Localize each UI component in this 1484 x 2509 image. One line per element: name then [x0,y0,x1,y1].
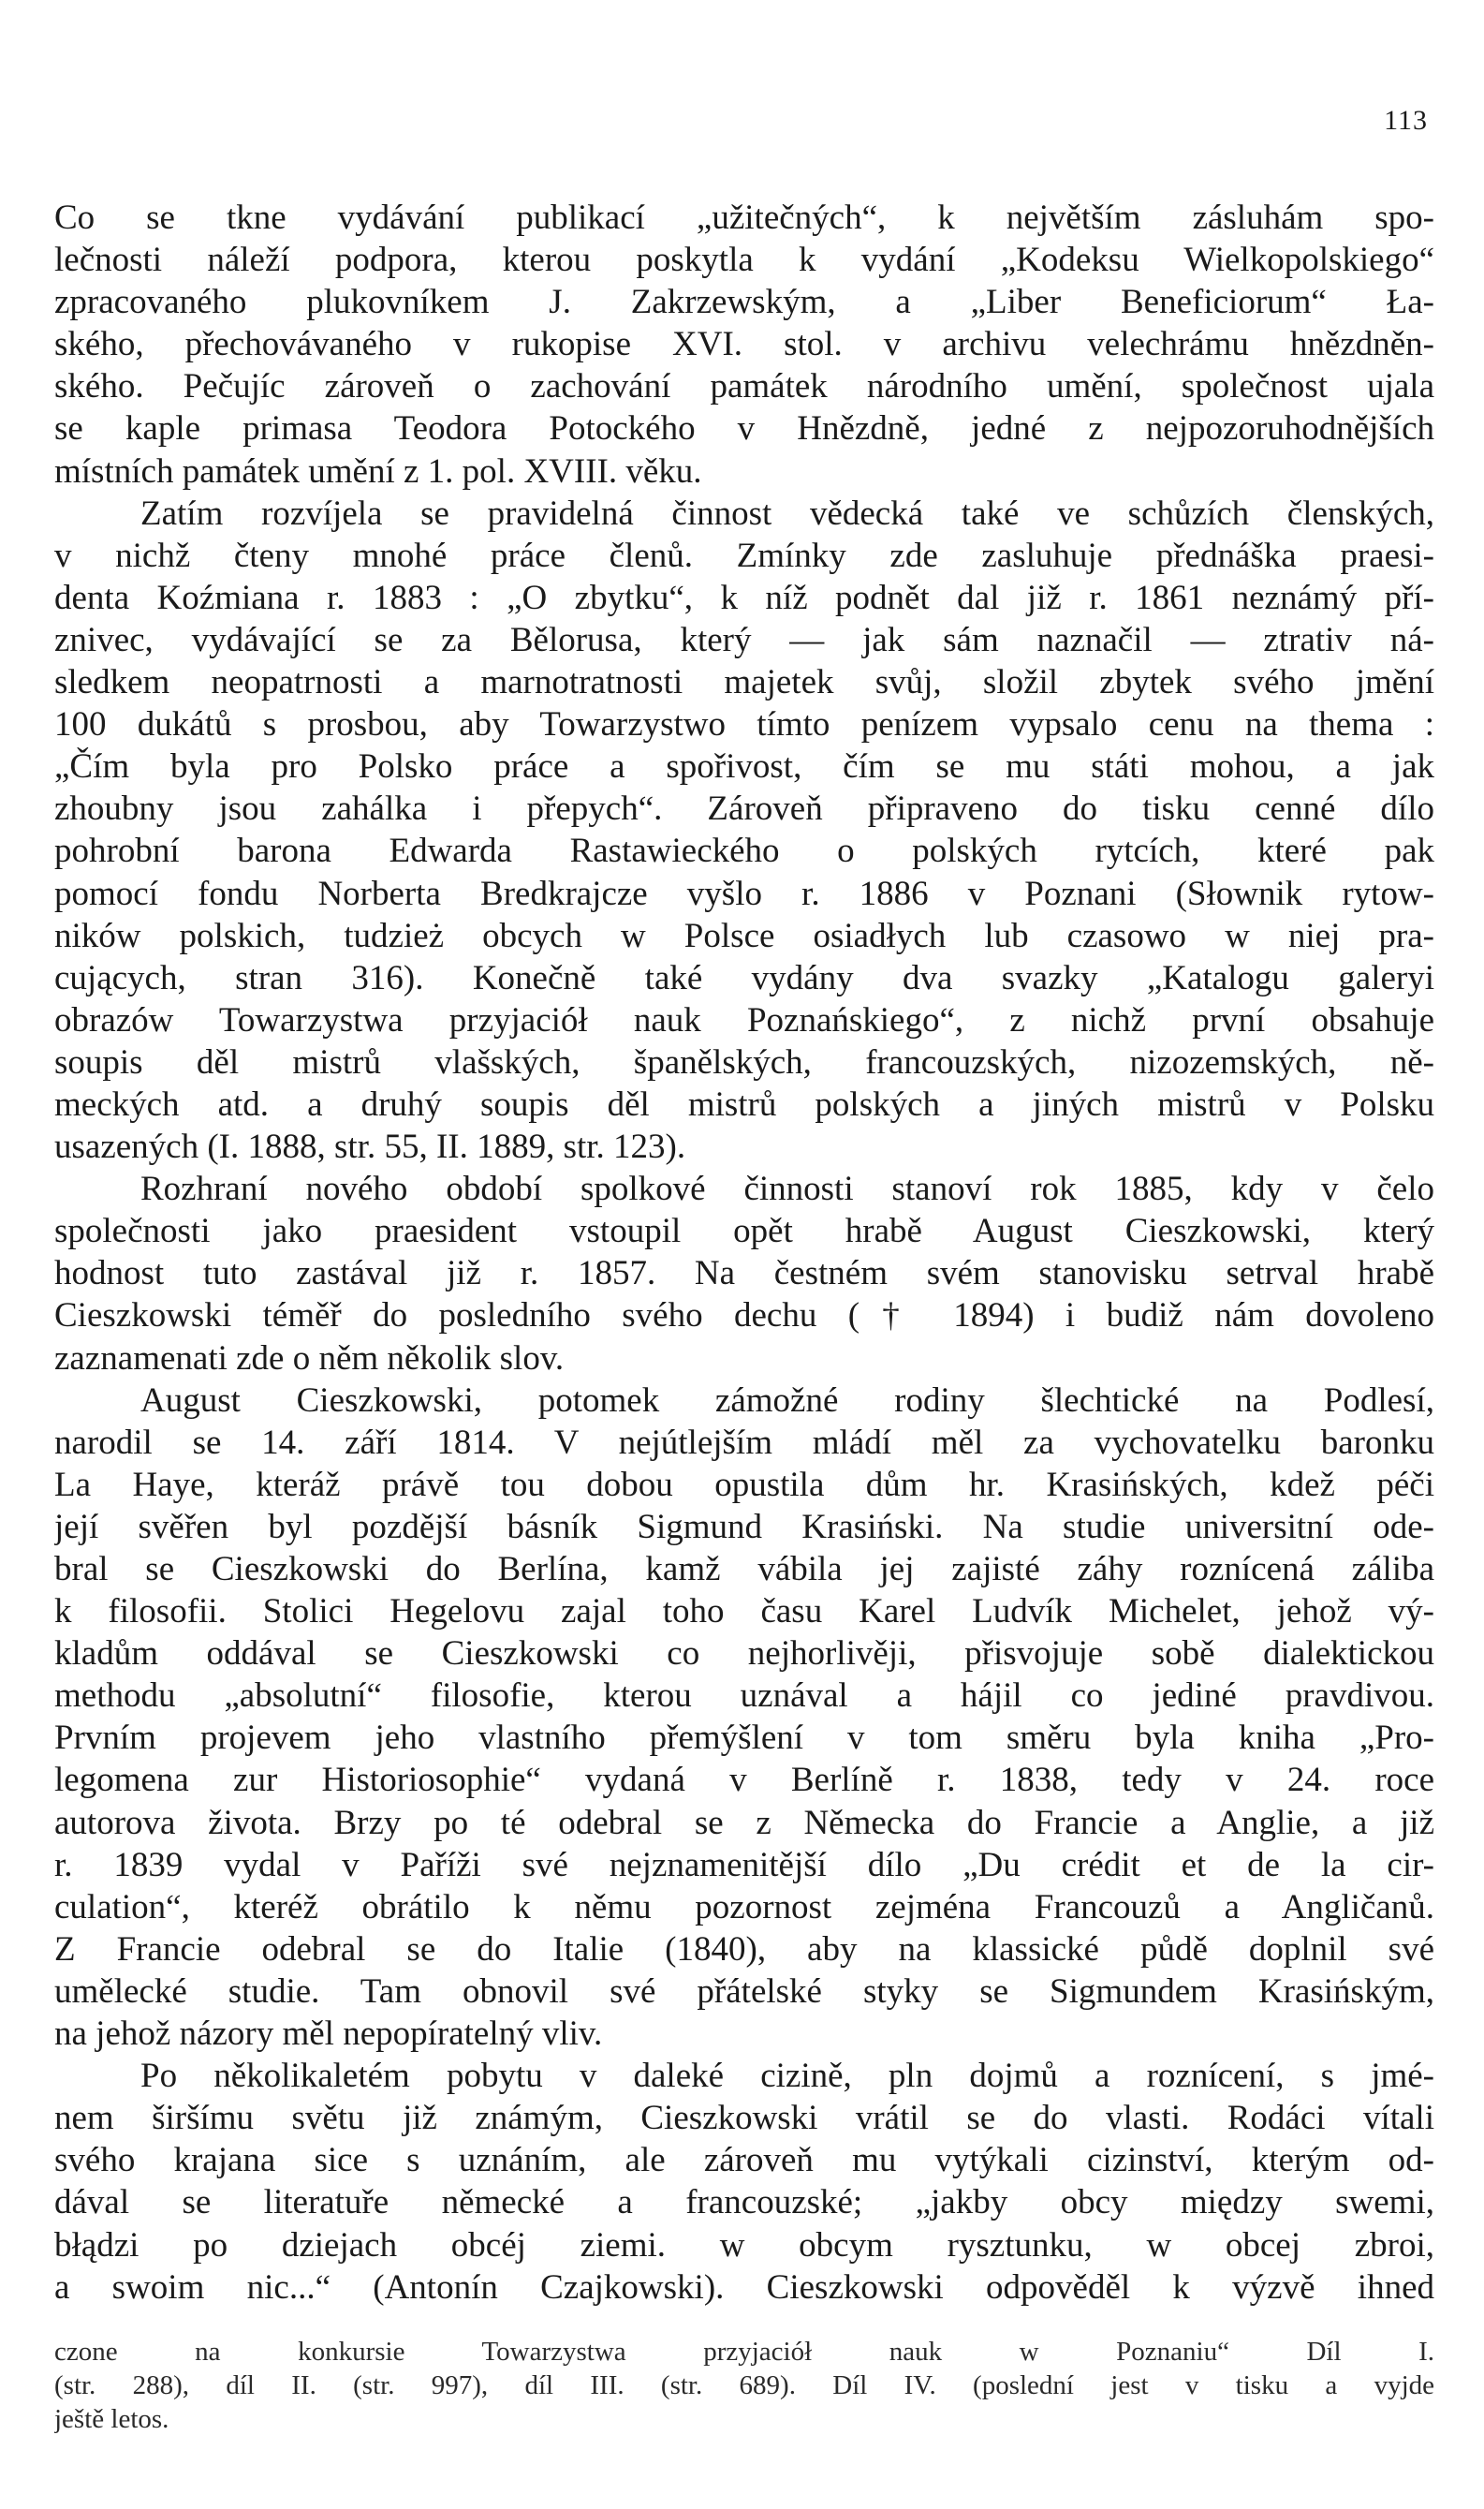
text-line: denta Koźmiana r. 1883 : „O zbytku“, k níž podnět dal již r. 1861 neznámý pří- [54,578,1434,617]
text-line: pomocí fondu Norberta Bredkrajcze vyšlo r. 1886 v Poznani (Słownik rytow- [54,874,1434,913]
text-line: a swoim nic...“ (Antonín Czajkowski). Cieszkowski odpověděl k výzvě ihned [54,2267,1434,2307]
text-line: soupis děl mistrů vlašských, španělských, francouzských, nizozemských, ně- [54,1042,1434,1082]
text-line: Cieszkowski téměř do posledního svého dechu († 1894) i budiž nám dovoleno [54,1296,1434,1336]
text-line: Co se tkne vydávání publikací „užitečných“, k největším zásluhám spo- [54,199,1434,237]
footnote-line: czone na konkursie Towarzystwa przyjaciół nauk w Poznaniu“ Díl I. [54,2337,1434,2367]
text-line: August Cieszkowski, potomek zámožné rodiny šlechtické na Podlesí, [140,1380,1434,1420]
text-line: společnosti jako praesident vstoupil opět hrabě August Cieszkowski, který [54,1212,1434,1251]
text-line: La Haye, kteráž právě tou dobou opustila dům hr. Krasińských, kdež péči [54,1465,1434,1504]
text-line: usazených (I. 1888, str. 55, II. 1889, str. 123). [54,1128,686,1167]
text-line: dával se literatuře německé a francouzské; „jakby obcy między swemi, [54,2183,1434,2222]
text-line: na jehož názory měl nepopíratelný vliv. [54,2015,603,2054]
text-line: místních památek umění z 1. pol. XVIII. věku. [54,451,702,491]
text-line: její svěřen byl pozdější básník Sigmund Krasiński. Na studie universitní ode- [54,1507,1434,1546]
text-line: sledkem neopatrnosti a marnotratnosti majetek svůj, složil zbytek svého jmění [54,663,1434,702]
text-line: błądzi po dziejach obcéj ziemi. w obcym rysztunku, w obcej zbroi, [54,2225,1434,2265]
text-line: zaznamenati zde o něm několik slov. [54,1338,565,1378]
text-line: svého krajana sice s uznáním, ale zároveň mu vytýkali cizinství, kterým od- [54,2141,1434,2180]
text-line: znivec, vydávající se za Bělorusa, který — jak sám naznačil — ztrativ ná- [54,620,1434,659]
text-line: k filosofii. Stolici Hegelovu zajal toho času Karel Ludvík Michelet, jehož vý- [54,1592,1434,1631]
footnote-line: (str. 288), díl II. (str. 997), díl III. (str. 689). Díl IV. (poslední jest v tisku a vyjde [54,2370,1434,2400]
text-line: 100 dukátů s prosbou, aby Towarzystwo tímto penízem vypsalo cenu na thema : [54,705,1434,745]
text-line: meckých atd. a druhý soupis děl mistrů polských a jiných mistrů v Polsku [54,1085,1434,1124]
text-line: Po několikaletém pobytu v daleké cizině, pln dojmů a roznícení, s jmé- [140,2057,1434,2096]
text-line: Z Francie odebral se do Italie (1840), aby na klassické půdě doplnil své [54,1929,1434,1969]
text-line: narodil se 14. září 1814. V nejútlejším mládí měl za vychovatelku baronku [54,1423,1434,1462]
text-line: Rozhraní nového období spolkové činnosti stanoví rok 1885, kdy v čelo [140,1170,1434,1209]
text-line: se kaple primasa Teodora Potockého v Hnězdně, jedné z nejpozoruhodnějších [54,409,1434,449]
text-line: culation“, kteréž obrátilo k němu pozornost zejména Francouzů a Angličanů. [54,1887,1434,1926]
text-line: methodu „absolutní“ filosofie, kterou uznával a hájil co jediné pravdivou. [54,1676,1434,1716]
text-line: r. 1839 vydal v Paříži své nejznamenitější dílo „Du crédit et de la cir- [54,1845,1434,1884]
text-line: ników polskich, tudzież obcych w Polsce osiadłych lub czasowo w niej pra- [54,916,1434,955]
text-line: lečnosti náleží podpora, kterou poskytla k vydání „Kodeksu Wielkopolskiego“ [54,241,1434,280]
text-line: pohrobní barona Edwarda Rastawieckého o polských rytcích, které pak [54,832,1434,871]
text-line: Zatím rozvíjela se pravidelná činnost vědecká také ve schůzích členských, [140,494,1434,533]
text-line: bral se Cieszkowski do Berlína, kamž vábila jej zajisté záhy roznícená záliba [54,1550,1434,1588]
text-line: zpracovaného plukovníkem J. Zakrzewským, a „Liber Beneficiorum“ Ła- [54,283,1434,322]
text-line: obrazów Towarzystwa przyjaciół nauk Poznańskiego“, z nichž první obsahuje [54,1000,1434,1040]
text-line: zhoubny jsou zahálka i přepych“. Zároveň připraveno do tisku cenné dílo [54,790,1434,829]
text-line: umělecké studie. Tam obnovil své přátelské styky se Sigmundem Krasińským, [54,1971,1434,2011]
text-line: hodnost tuto zastával již r. 1857. Na čestném svém stanovisku setrval hrabě [54,1254,1434,1293]
text-line: Prvním projevem jeho vlastního přemýšlení v tom směru byla kniha „Pro- [54,1719,1434,1758]
text-line: legomena zur Historiosophie“ vydaná v Berlíně r. 1838, tedy v 24. roce [54,1761,1434,1800]
main-text [54,197,1434,2309]
text-line: v nichž čteny mnohé práce členů. Zmínky zde zasluhuje přednáška praesi- [54,536,1434,575]
text-line: cujących, stran 316). Konečně také vydány dva svazky „Katalogu galeryi [54,958,1434,997]
text-line: ského, přechovávaného v rukopise XVI. stol. v archivu velechrámu hnězdněn- [54,325,1434,364]
text-line: autorova života. Brzy po té odebral se z Německa do Francie a Anglie, a již [54,1803,1434,1842]
text-line: kladům oddával se Cieszkowski co nejhorlivěji, přisvojuje sobě dialektickou [54,1634,1434,1674]
footnote-line: ještě letos. [54,2404,169,2434]
footnote [54,2335,1434,2436]
text-line: „Čím byla pro Polsko práce a spořivost, čím se mu státi mohou, a jak [54,747,1434,787]
text-line: nem širšímu světu již známým, Cieszkowski vrátil se do vlasti. Rodáci vítali [54,2099,1434,2138]
page-number: 113 [1384,105,1428,136]
text-line: ského. Pečujíc zároveň o zachování památek národního umění, společnost ujala [54,367,1434,406]
